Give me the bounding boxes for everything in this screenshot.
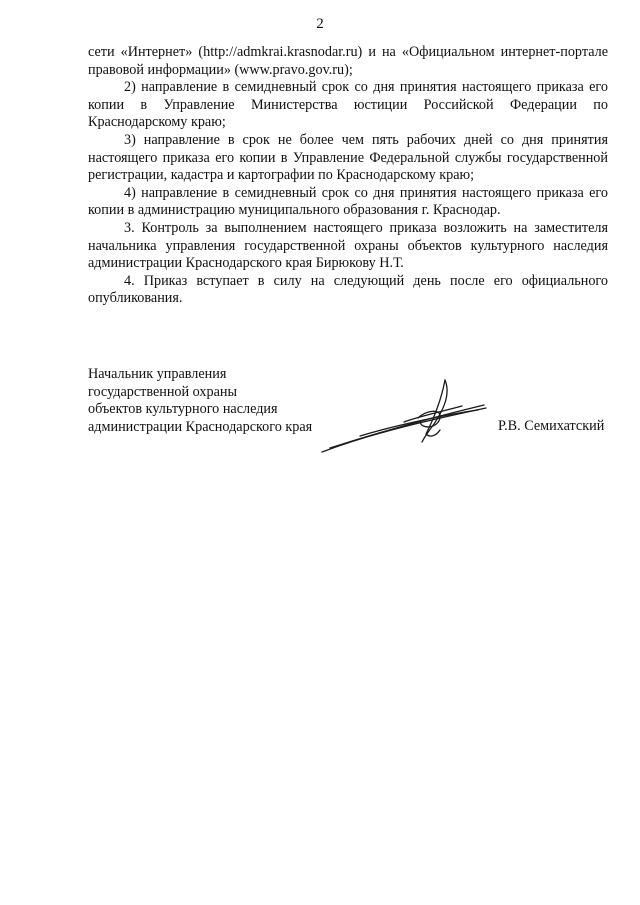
paragraph-continuation: сети «Интернет» (http://admkrai.krasnodar.ru) и на «Официальном интернет-портале правовой информации» (www.pravo.gov.ru);	[88, 44, 608, 78]
page-number: 2	[316, 16, 324, 32]
paragraph-item-4: 4) направление в семидневный срок со дня принятия настоящего приказа его копии в администрацию муниципального образования г. Краснодар.	[88, 184, 608, 219]
signatory-title-line: администрации Краснодарского края	[88, 418, 313, 435]
signatory-title-line: объектов культурного наследия	[88, 401, 278, 418]
paragraph-item-3: 3) направление в срок не более чем пять рабочих дней со дня принятия настоящего приказа его копии в Управление Федеральной службы государственной регистрации, кадастра и картографии по Краснодарскому краю;	[88, 131, 608, 184]
signature-stroke	[322, 408, 486, 452]
paragraph-clause-4: 4. Приказ вступает в силу на следующий день после его официального опубликования.	[88, 272, 608, 307]
signatory-title-line: государственной охраны	[88, 383, 238, 400]
document-body	[88, 44, 608, 308]
paragraph-item-2: 2) направление в семидневный срок со дня принятия настоящего приказа его копии в Управление Министерства юстиции Российской Федерации по Краснодарскому краю;	[88, 79, 608, 131]
signature-stroke	[426, 380, 445, 434]
signatory-title	[88, 366, 312, 436]
paragraph-clause-3: 3. Контроль за выполнением настоящего приказа возложить на заместителя начальника управления государственной охраны объектов культурного наследия администрации Краснодарского края Бирюкову Н.Т.	[88, 219, 608, 272]
signatory-title-line: Начальник управления	[88, 366, 227, 382]
handwritten-signature	[300, 372, 490, 454]
signer-name: Р.В. Семихатский	[498, 418, 605, 434]
